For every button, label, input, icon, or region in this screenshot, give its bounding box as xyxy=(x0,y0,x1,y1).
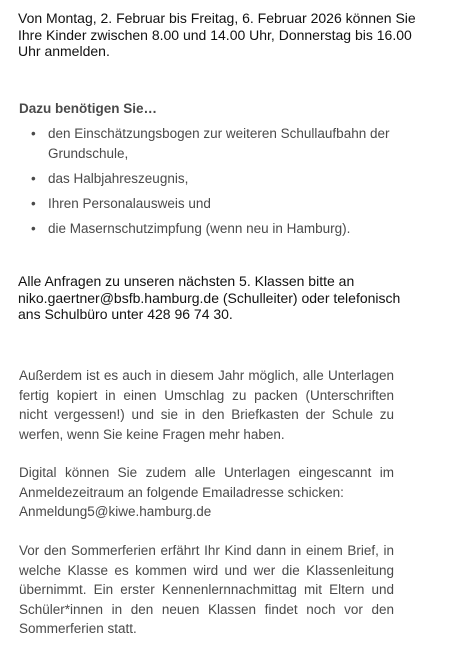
required-documents-list xyxy=(19,124,439,244)
bullet-icon: • xyxy=(31,171,36,186)
registration-dates-text: Von Montag, 2. Februar bis Freitag, 6. Februar 2026 können Sie Ihre Kinder zwischen 8.00 und 14.00 Uhr, Donnerstag bis 16.00 Uhr anmelden. xyxy=(18,10,416,59)
class-information-paragraph: Vor den Sommerferien erfährt Ihr Kind dann in einem Brief, in welche Klasse es kommen wird und wer die Klassenleitung übernimmt. Ein erster Kennenlernnachmittag mit Eltern und Schüler*innen in den neuen Klassen findet noch vor den Sommerferien statt. xyxy=(19,543,394,636)
contact-phone-line: ans Schulbüro unter 428 96 74 30. xyxy=(18,306,233,322)
list-item xyxy=(19,124,439,164)
mail-in-documents-paragraph: Außerdem ist es auch in diesem Jahr möglich, alle Unterlagen fertig kopiert in einen Umschlag zu packen (Unterschriften nicht vergessen!) und sie in den Briefkasten der Schule zu werfen, wenn Sie keine Fragen mehr haben. xyxy=(19,368,394,442)
required-document-item: das Halbjahreszeugnis, xyxy=(48,171,189,186)
bullet-icon: • xyxy=(31,126,36,141)
bullet-icon: • xyxy=(31,221,36,236)
list-item xyxy=(19,169,439,189)
contact-information xyxy=(18,273,438,323)
digital-submission-text: Digital können Sie zudem alle Unterlagen eingescannt im Anmeldezeitraum an folgende Emailadresse schicken: xyxy=(19,465,394,500)
required-document-item: Ihren Personalausweis und xyxy=(48,196,211,211)
contact-email-line: niko.gaertner@bsfb.hamburg.de (Schulleiter) oder telefonisch xyxy=(18,289,401,306)
bullet-icon: • xyxy=(31,196,36,211)
list-item xyxy=(19,194,439,214)
digital-submission-paragraph xyxy=(19,463,394,522)
required-documents-heading: Dazu benötigen Sie… xyxy=(19,101,158,116)
list-item xyxy=(19,219,439,239)
contact-line: Alle Anfragen zu unseren nächsten 5. Klassen bitte an xyxy=(18,273,355,289)
required-document-item: den Einschätzungsbogen zur weiteren Schullaufbahn der Grundschule, xyxy=(48,126,390,161)
submission-email-address: Anmeldung5@kiwe.hamburg.de xyxy=(19,504,212,519)
required-document-item: die Masernschutzimpfung (wenn neu in Hamburg). xyxy=(48,221,351,236)
